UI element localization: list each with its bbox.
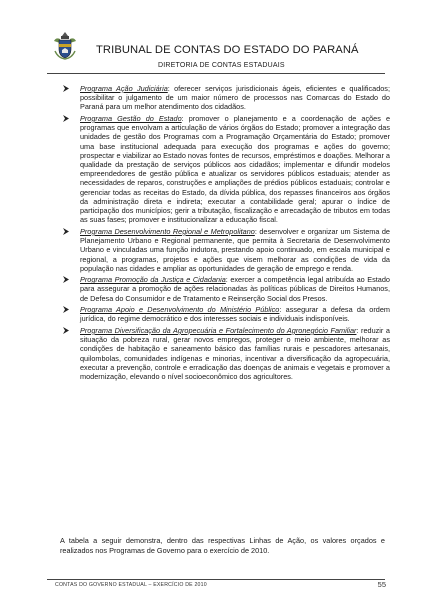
program-description: : reduzir a situação da pobreza rural, gerar novos empregos, proteger o meio ambiente, melhorar as condições de habitação e saneamento básico das famílias rurais e pescadores artesanais, quilombolas, comunidades indígenas e minorias, incentivar a diversificação da agropecuária, executar a prevenção, controle e erradicação das doenças de animais e vegetais e promover a modernização, elevando o nível socioeconômico dos agricultores. <box>80 325 390 382</box>
page-number: 55 <box>377 580 386 589</box>
program-item <box>60 227 390 273</box>
header-divider <box>47 73 385 74</box>
program-description: : assegurar a defesa da ordem jurídica, do regime democrático e dos interesses sociais e individuais indisponíveis. <box>80 305 390 324</box>
program-description: : exercer a competência legal atribuída ao Estado para assegurar a promoção de ações relacionadas às políticas públicas de Direitos Humanos, de Defesa do Consumidor e de Tratamento e Reinserção Social dos Presos. <box>80 275 390 303</box>
program-item <box>60 84 390 112</box>
arrow-bullet-icon <box>63 327 69 334</box>
footer-divider <box>47 579 385 580</box>
footer-caption: CONTAS DO GOVERNO ESTADUAL – EXERCÍCIO DE 2010 <box>55 582 207 588</box>
arrow-bullet-icon <box>63 115 69 122</box>
program-item <box>60 275 390 303</box>
program-description: : oferecer serviços jurisdicionais ágeis, eficientes e qualificados; possibilitar o julgamento de um maior número de processos nas Comarcas do Estado do Paraná para um melhor atendimento dos cidadãos. <box>80 84 390 112</box>
arrow-bullet-icon <box>63 276 69 283</box>
program-list <box>60 84 390 384</box>
program-name: Programa Diversificação da Agropecuária e Fortalecimento do Agronegócio Familiar <box>80 325 357 335</box>
program-name: Programa Apoio e Desenvolvimento do Ministério Público <box>80 305 280 315</box>
state-coat-of-arms-icon <box>50 31 80 61</box>
closing-paragraph: A tabela a seguir demonstra, dentro das respectivas Linhas de Ação, os valores orçados e realizados nos Programas de Governo para o exercício de 2010. <box>60 536 385 555</box>
arrow-bullet-icon <box>63 228 69 235</box>
program-item <box>60 305 390 323</box>
department-subtitle: DIRETORIA DE CONTAS ESTADUAIS <box>158 62 285 69</box>
program-name: Programa Ação Judiciária <box>80 84 168 93</box>
arrow-bullet-icon <box>63 306 69 313</box>
program-name: Programa Gestão do Estado <box>80 113 182 123</box>
arrow-bullet-icon <box>63 85 69 92</box>
program-description: : desenvolver e organizar um Sistema de Planejamento Urbano e Regional permanente, que permita à Secretaria de Desenvolvimento Urbano e vinculadas uma função indutora, prestando apoio continuado, em escala municipal e regional, a programas, projetos e ações que visem melhorar as condições de vida da população nas cidades e ampliar as oportunidades de geração de emprego e renda. <box>80 226 390 273</box>
institution-title: TRIBUNAL DE CONTAS DO ESTADO DO PARANÁ <box>96 44 359 56</box>
program-description: : promover o planejamento e a coordenação de ações e programas que envolvam a articulação de vários órgãos do Estado; promover a integração das unidades de gestão dos Programas com a Programação Orçamentária do Estado; promover uma base institucional adequada para execução dos programas e ações do governo; prospectar e viabilizar ao Estado novas fontes de recursos, empréstimos e doações. Melhorar a qualidade da prestação de serviços públicos aos cidadãos; implementar e difundir modelos empreendedores de gestão pública e atualizar os servidores públicos estaduais; atender as necessidades de reparos, construções e ampliações de prédios públicos estaduais; controlar e gerenciar todas as receitas do Estado, da dívida pública, dos repasses financeiros aos órgãos da administração direta e indireta; executar a contabilidade geral; apurar o índice de participação dos municípios; gerir a tributação, fiscalização e arrecadação de tributos em todas as suas fases; promover e institucionalizar a educação fiscal. <box>80 113 391 225</box>
program-item <box>60 326 390 381</box>
program-name: Programa Promoção da Justiça e Cidadania <box>80 275 226 285</box>
program-item <box>60 114 390 225</box>
program-name: Programa Desenvolvimento Regional e Metropolitano <box>80 226 255 236</box>
